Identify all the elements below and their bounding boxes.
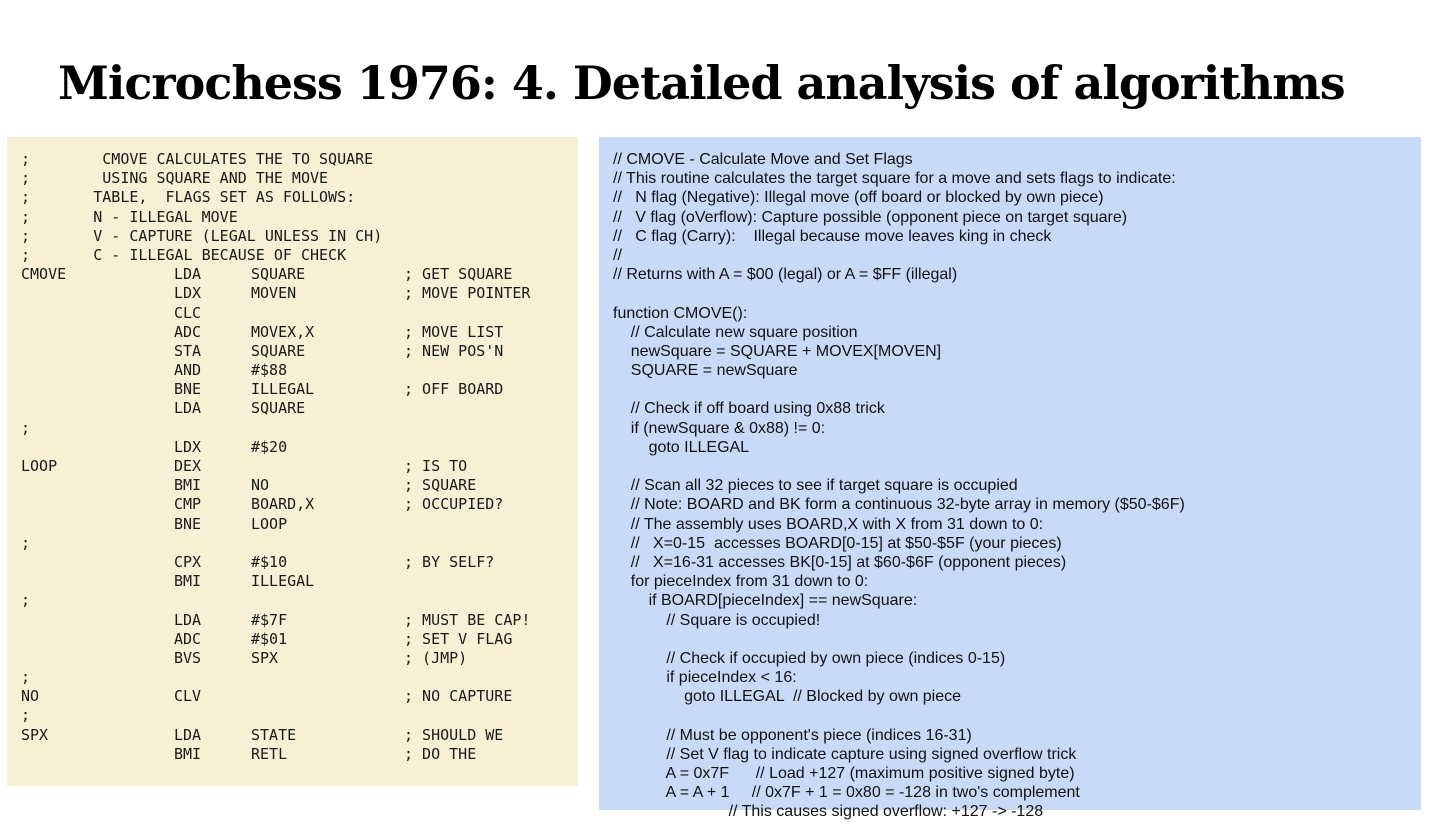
assembly-line [7,553,578,572]
pseudocode-line: if BOARD[pieceIndex] == newSquare: [613,592,918,610]
assembly-comment: ; NO CAPTURE [404,687,513,706]
assembly-comment: ; USING SQUARE AND THE MOVE [21,169,329,188]
assembly-operand: ILLEGAL [251,572,315,591]
assembly-operand: RETL [251,744,288,763]
pseudocode-line: // CMOVE - Calculate Move and Set Flags [613,151,913,168]
assembly-line [7,630,578,649]
assembly-opcode: CLV [174,687,202,706]
assembly-comment: ; SQUARE [404,476,477,495]
assembly-comment: ; MUST BE CAP! [404,610,531,629]
assembly-line [7,534,578,553]
assembly-line [7,495,578,514]
pseudocode-line: A = A + 1 // 0x7F + 1 = 0x80 = -128 in two's complement [613,784,1080,802]
assembly-operand: ILLEGAL [251,380,315,399]
assembly-line [7,380,578,399]
assembly-label: CMOVE [21,265,67,284]
pseudocode-line: // Must be opponent's piece (indices 16-31) [613,726,972,744]
pseudocode-line: // X=0-15 accesses BOARD[0-15] at $50-$5F (your pieces) [613,534,1062,552]
assembly-operand: BOARD,X [251,495,315,514]
pseudocode-line: SQUARE = newSquare [613,362,798,380]
assembly-opcode: LDA [174,265,202,284]
assembly-line [7,304,578,323]
assembly-line [7,649,578,668]
assembly-line [7,706,578,725]
assembly-line [7,150,578,169]
assembly-operand: #$01 [251,629,288,648]
assembly-operand: SPX [251,648,279,667]
assembly-line [7,284,578,303]
assembly-opcode: STA [174,341,202,360]
pseudocode-line: goto ILLEGAL [613,438,750,456]
assembly-opcode: LDA [174,725,202,744]
assembly-comment: ; [21,668,31,687]
pseudocode-line: // Returns with A = $00 (legal) or A = $FF (illegal) [613,266,958,284]
assembly-opcode: CMP [174,495,202,514]
assembly-comment: ; TABLE, FLAGS SET AS FOLLOWS: [21,188,356,207]
pseudocode-line: function CMOVE(): [613,304,748,322]
assembly-operand: #$7F [251,610,288,629]
pseudocode-line: // Scan all 32 pieces to see if target square is occupied [613,477,1018,495]
assembly-comment: ; MOVE POINTER [404,284,531,303]
pseudocode-line: // The assembly uses BOARD,X with X from 31 down to 0: [613,515,1044,533]
assembly-comment: ; OFF BOARD [404,380,504,399]
assembly-line [7,399,578,418]
assembly-comment: ; MOVE LIST [404,322,504,341]
assembly-line [7,323,578,342]
assembly-opcode: LDA [174,399,202,418]
assembly-comment: ; IS TO [404,457,468,475]
assembly-comment: ; SHOULD WE [404,725,504,744]
assembly-line [7,745,578,764]
assembly-operand: MOVEX,X [251,322,315,341]
assembly-opcode: ADC [174,629,202,648]
assembly-comment: ; BY SELF? [404,552,495,571]
assembly-comment: ; [21,418,31,437]
assembly-code-lines [7,150,578,764]
pseudocode-line: goto ILLEGAL // Blocked by own piece [613,688,962,706]
assembly-opcode: CLC [174,303,202,322]
assembly-line [7,668,578,687]
assembly-line [7,188,578,207]
assembly-label: LOOP [21,457,58,475]
assembly-line [7,515,578,534]
assembly-label: NO [21,687,40,706]
assembly-opcode: BNE [174,514,202,533]
assembly-comment: ; GET SQUARE [404,265,513,284]
pseudocode-line [613,706,1185,725]
assembly-line [7,591,578,610]
pseudocode-line: // Check if off board using 0x88 trick [613,400,885,418]
pseudocode-lines [613,150,1185,822]
assembly-line [7,419,578,438]
assembly-opcode: BVS [174,648,202,667]
pseudocode-panel [599,137,1421,821]
assembly-operand: STATE [251,725,297,744]
assembly-operand: SQUARE [251,265,306,284]
pseudocode-line: A = 0x7F // Load +127 (maximum positive signed byte) [613,765,1075,782]
assembly-comment: ; SET V FLAG [404,629,513,648]
assembly-operand: SQUARE [251,399,306,418]
pseudocode-line: for pieceIndex from 31 down to 0: [613,573,869,591]
pseudocode-line: if (newSquare & 0x88) != 0: [613,419,826,437]
pseudocode-line: // This routine calculates the target square for a move and sets flags to indicate: [613,170,1176,188]
assembly-opcode: AND [174,361,202,380]
assembly-comment: ; OCCUPIED? [404,495,504,514]
pseudocode-line: // N flag (Negative): Illegal move (off board or blocked by own piece) [613,189,1104,207]
assembly-line [7,457,578,476]
assembly-opcode: BNE [174,380,202,399]
assembly-opcode: LDX [174,437,202,456]
assembly-line [7,476,578,495]
assembly-opcode: LDX [174,284,202,303]
pseudocode-line: // Calculate new square position [613,323,858,341]
assembly-comment: ; DO THE [404,744,477,763]
pseudocode-line: // X=16-31 accesses BK[0-15] at $60-$6F (opponent pieces) [613,553,1067,571]
assembly-comment: ; N - ILLEGAL MOVE [21,207,238,226]
assembly-line [7,227,578,246]
assembly-opcode: BMI [174,744,202,763]
assembly-line [7,438,578,457]
pseudocode-line: // C flag (Carry): Illegal because move leaves king in check [613,227,1052,245]
pseudocode-line: // Set V flag to indicate capture using signed overflow trick [613,745,1077,763]
pseudocode-line [613,284,1185,303]
assembly-code-panel [7,137,578,786]
assembly-comment: ; C - ILLEGAL BECAUSE OF CHECK [21,245,347,264]
pseudocode-line: // V flag (oVerflow): Capture possible (opponent piece on target square) [613,208,1128,226]
assembly-comment: ; CMOVE CALCULATES THE TO SQUARE [21,150,374,168]
assembly-opcode: ADC [174,322,202,341]
pseudocode-line: // [613,246,622,264]
assembly-opcode: DEX [174,457,202,475]
assembly-line [7,342,578,361]
assembly-operand: #$20 [251,437,288,456]
assembly-opcode: BMI [174,476,202,495]
assembly-operand: #$10 [251,552,288,571]
assembly-comment: ; V - CAPTURE (LEGAL UNLESS IN CH) [21,226,383,245]
assembly-label: SPX [21,725,49,744]
assembly-line [7,726,578,745]
assembly-opcode: CPX [174,552,202,571]
assembly-operand: SQUARE [251,341,306,360]
assembly-comment: ; [21,706,31,725]
assembly-line [7,361,578,380]
assembly-line [7,265,578,284]
assembly-operand: LOOP [251,514,288,533]
assembly-opcode: LDA [174,610,202,629]
pseudocode-line: newSquare = SQUARE + MOVEX[MOVEN] [613,342,942,360]
assembly-comment: ; (JMP) [404,648,468,667]
pseudocode-line: if pieceIndex < 16: [613,669,797,687]
assembly-line [7,611,578,630]
assembly-line [7,572,578,591]
assembly-comment: ; NEW POS'N [404,341,504,360]
assembly-comment: ; [21,591,31,610]
assembly-line [7,208,578,227]
assembly-line [7,687,578,706]
pseudocode-line: // Check if occupied by own piece (indices 0-15) [613,649,1006,667]
pseudocode-line: // Note: BOARD and BK form a continuous 32-byte array in memory ($50-$6F) [613,496,1185,514]
assembly-opcode: BMI [174,572,202,591]
assembly-line [7,246,578,265]
pseudocode-line: // Square is occupied! [613,611,821,629]
assembly-line [7,169,578,188]
pseudocode-line [613,630,1185,649]
slide-title: Microchess 1976: 4. Detailed analysis of algorithms [58,56,1345,110]
pseudocode-line: // This causes signed overflow: +127 -> -128 [613,803,1044,821]
assembly-comment: ; [21,533,31,552]
pseudocode-line [613,380,1185,399]
assembly-operand: NO [251,476,270,495]
assembly-operand: #$88 [251,361,288,380]
pseudocode-line [613,457,1185,476]
assembly-operand: MOVEN [251,284,297,303]
